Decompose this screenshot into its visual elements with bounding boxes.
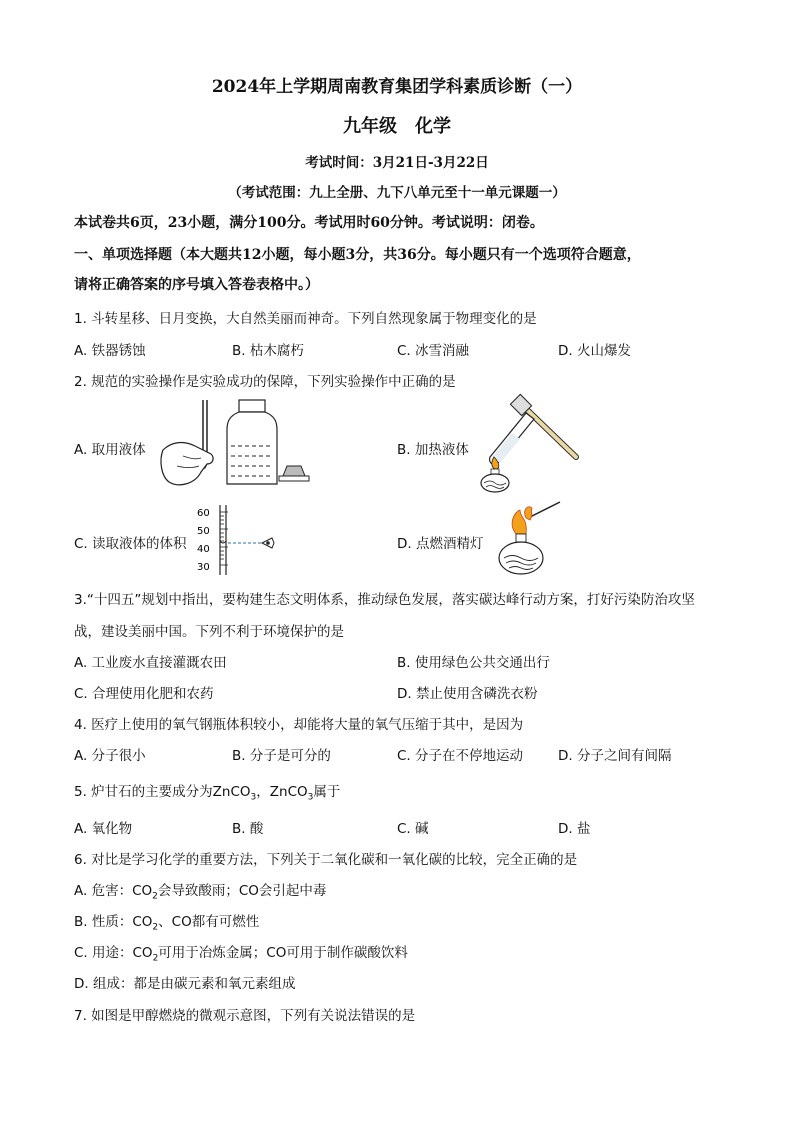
q5-stem <box>74 780 340 803</box>
q6-option-c-subscript: 2 <box>152 953 159 964</box>
q1-option-b: B. 枯木腐朽 <box>232 343 304 359</box>
q2-option-a: A. 取用液体 <box>74 442 146 458</box>
q5-stem-part-c: 属于 <box>313 784 341 800</box>
q4-option-c: C. 分子在不停地运动 <box>397 748 524 764</box>
heating-test-tube-figure <box>478 395 583 493</box>
section-heading-line1: 一、单项选择题（本大题共12小题，每小题3分，共36分。每小题只有一个选项符合题意， <box>74 247 641 263</box>
cylinder-scale-figure <box>192 503 282 577</box>
q6-option-c-part2: 可用于冶炼金属；CO可用于制作碳酸饮料 <box>158 945 408 961</box>
exam-scope: （考试范围：九上全册、九下八单元至十一单元课题一） <box>228 185 566 201</box>
q6-option-c-part1: C. 用途：CO <box>74 945 153 961</box>
q1-option-c: C. 冰雪消融 <box>397 343 470 359</box>
q6-option-a <box>74 879 326 902</box>
section-heading-line2: 请将正确答案的序号填入答卷表格中。） <box>74 277 319 293</box>
q6-option-a-part2: 会导致酸雨；CO会引起中毒 <box>157 883 327 899</box>
dropper-bottle-figure <box>155 398 315 490</box>
q1-option-d: D. 火山爆发 <box>558 343 631 359</box>
q5-option-b: B. 酸 <box>232 821 264 837</box>
scale-tick-40: 40 <box>197 544 210 555</box>
q3-option-c: C. 合理使用化肥和农药 <box>74 686 214 702</box>
q3-option-a: A. 工业废水直接灌溉农田 <box>74 655 227 671</box>
q5-stem-part-a: 5. 炉甘石的主要成分为ZnCO <box>74 784 251 800</box>
q6-option-b <box>74 910 259 933</box>
q3-stem-line1: 3.“十四五”规划中指出，要构建生态文明体系，推动绿色发展，落实碳达峰行动方案，打好污染防治攻坚 <box>74 592 695 608</box>
q4-option-a: A. 分子很小 <box>74 748 146 764</box>
q6-option-a-subscript: 2 <box>152 891 158 902</box>
scale-tick-30: 30 <box>197 562 210 573</box>
q2-option-c: C. 读取液体的体积 <box>74 536 187 552</box>
q4-option-b: B. 分子是可分的 <box>232 748 331 764</box>
q5-subscript-2: 3 <box>307 792 314 803</box>
q1-stem: 1. 斗转星移、日月变换，大自然美丽而神奇。下列自然现象属于物理变化的是 <box>74 311 537 327</box>
alcohol-lamp-figure <box>500 500 590 580</box>
exam-subtitle: 九年级 化学 <box>343 116 451 137</box>
q6-option-c <box>74 941 408 964</box>
exam-note: 本试卷共6页，23小题，满分100分。考试用时60分钟。考试说明：闭卷。 <box>74 215 544 231</box>
q6-option-b-subscript: 2 <box>152 922 159 933</box>
q6-option-b-part1: B. 性质：CO <box>74 914 153 930</box>
q4-stem: 4. 医疗上使用的氧气钢瓶体积较小，却能将大量的氧气压缩于其中，是因为 <box>74 717 524 733</box>
scale-tick-50: 50 <box>197 526 210 537</box>
exam-title: 2024年上学期周南教育集团学科素质诊断（一） <box>211 77 583 97</box>
scale-tick-60: 60 <box>197 508 210 519</box>
q6-option-a-part1: A. 危害：CO <box>74 883 153 899</box>
exam-time: 考试时间：3月21日-3月22日 <box>305 155 489 171</box>
q3-stem-line2: 战，建设美丽中国。下列不利于环境保护的是 <box>74 624 344 640</box>
q2-stem: 2. 规范的实验操作是实验成功的保障，下列实验操作中正确的是 <box>74 374 456 390</box>
q6-option-b-part2: 、CO都有可燃性 <box>158 914 260 930</box>
q5-subscript-1: 3 <box>250 792 257 803</box>
q3-option-d: D. 禁止使用含磷洗衣粉 <box>397 686 538 702</box>
q1-option-a: A. 铁器锈蚀 <box>74 343 146 359</box>
q6-stem: 6. 对比是学习化学的重要方法，下列关于二氧化碳和一氧化碳的比较，完全正确的是 <box>74 852 578 868</box>
q6-option-d: D. 组成：都是由碳元素和氧元素组成 <box>74 976 296 992</box>
q2-option-d: D. 点燃酒精灯 <box>397 536 484 552</box>
q5-option-c: C. 碱 <box>397 821 429 837</box>
q5-option-d: D. 盐 <box>558 821 591 837</box>
q4-option-d: D. 分子之间有间隔 <box>558 748 672 764</box>
q5-option-a: A. 氧化物 <box>74 821 133 837</box>
q3-option-b: B. 使用绿色公共交通出行 <box>397 655 550 671</box>
q5-stem-part-b: ，ZnCO <box>256 784 308 800</box>
q7-stem: 7. 如图是甲醇燃烧的微观示意图，下列有关说法错误的是 <box>74 1008 416 1024</box>
q2-option-b: B. 加热液体 <box>397 442 469 458</box>
